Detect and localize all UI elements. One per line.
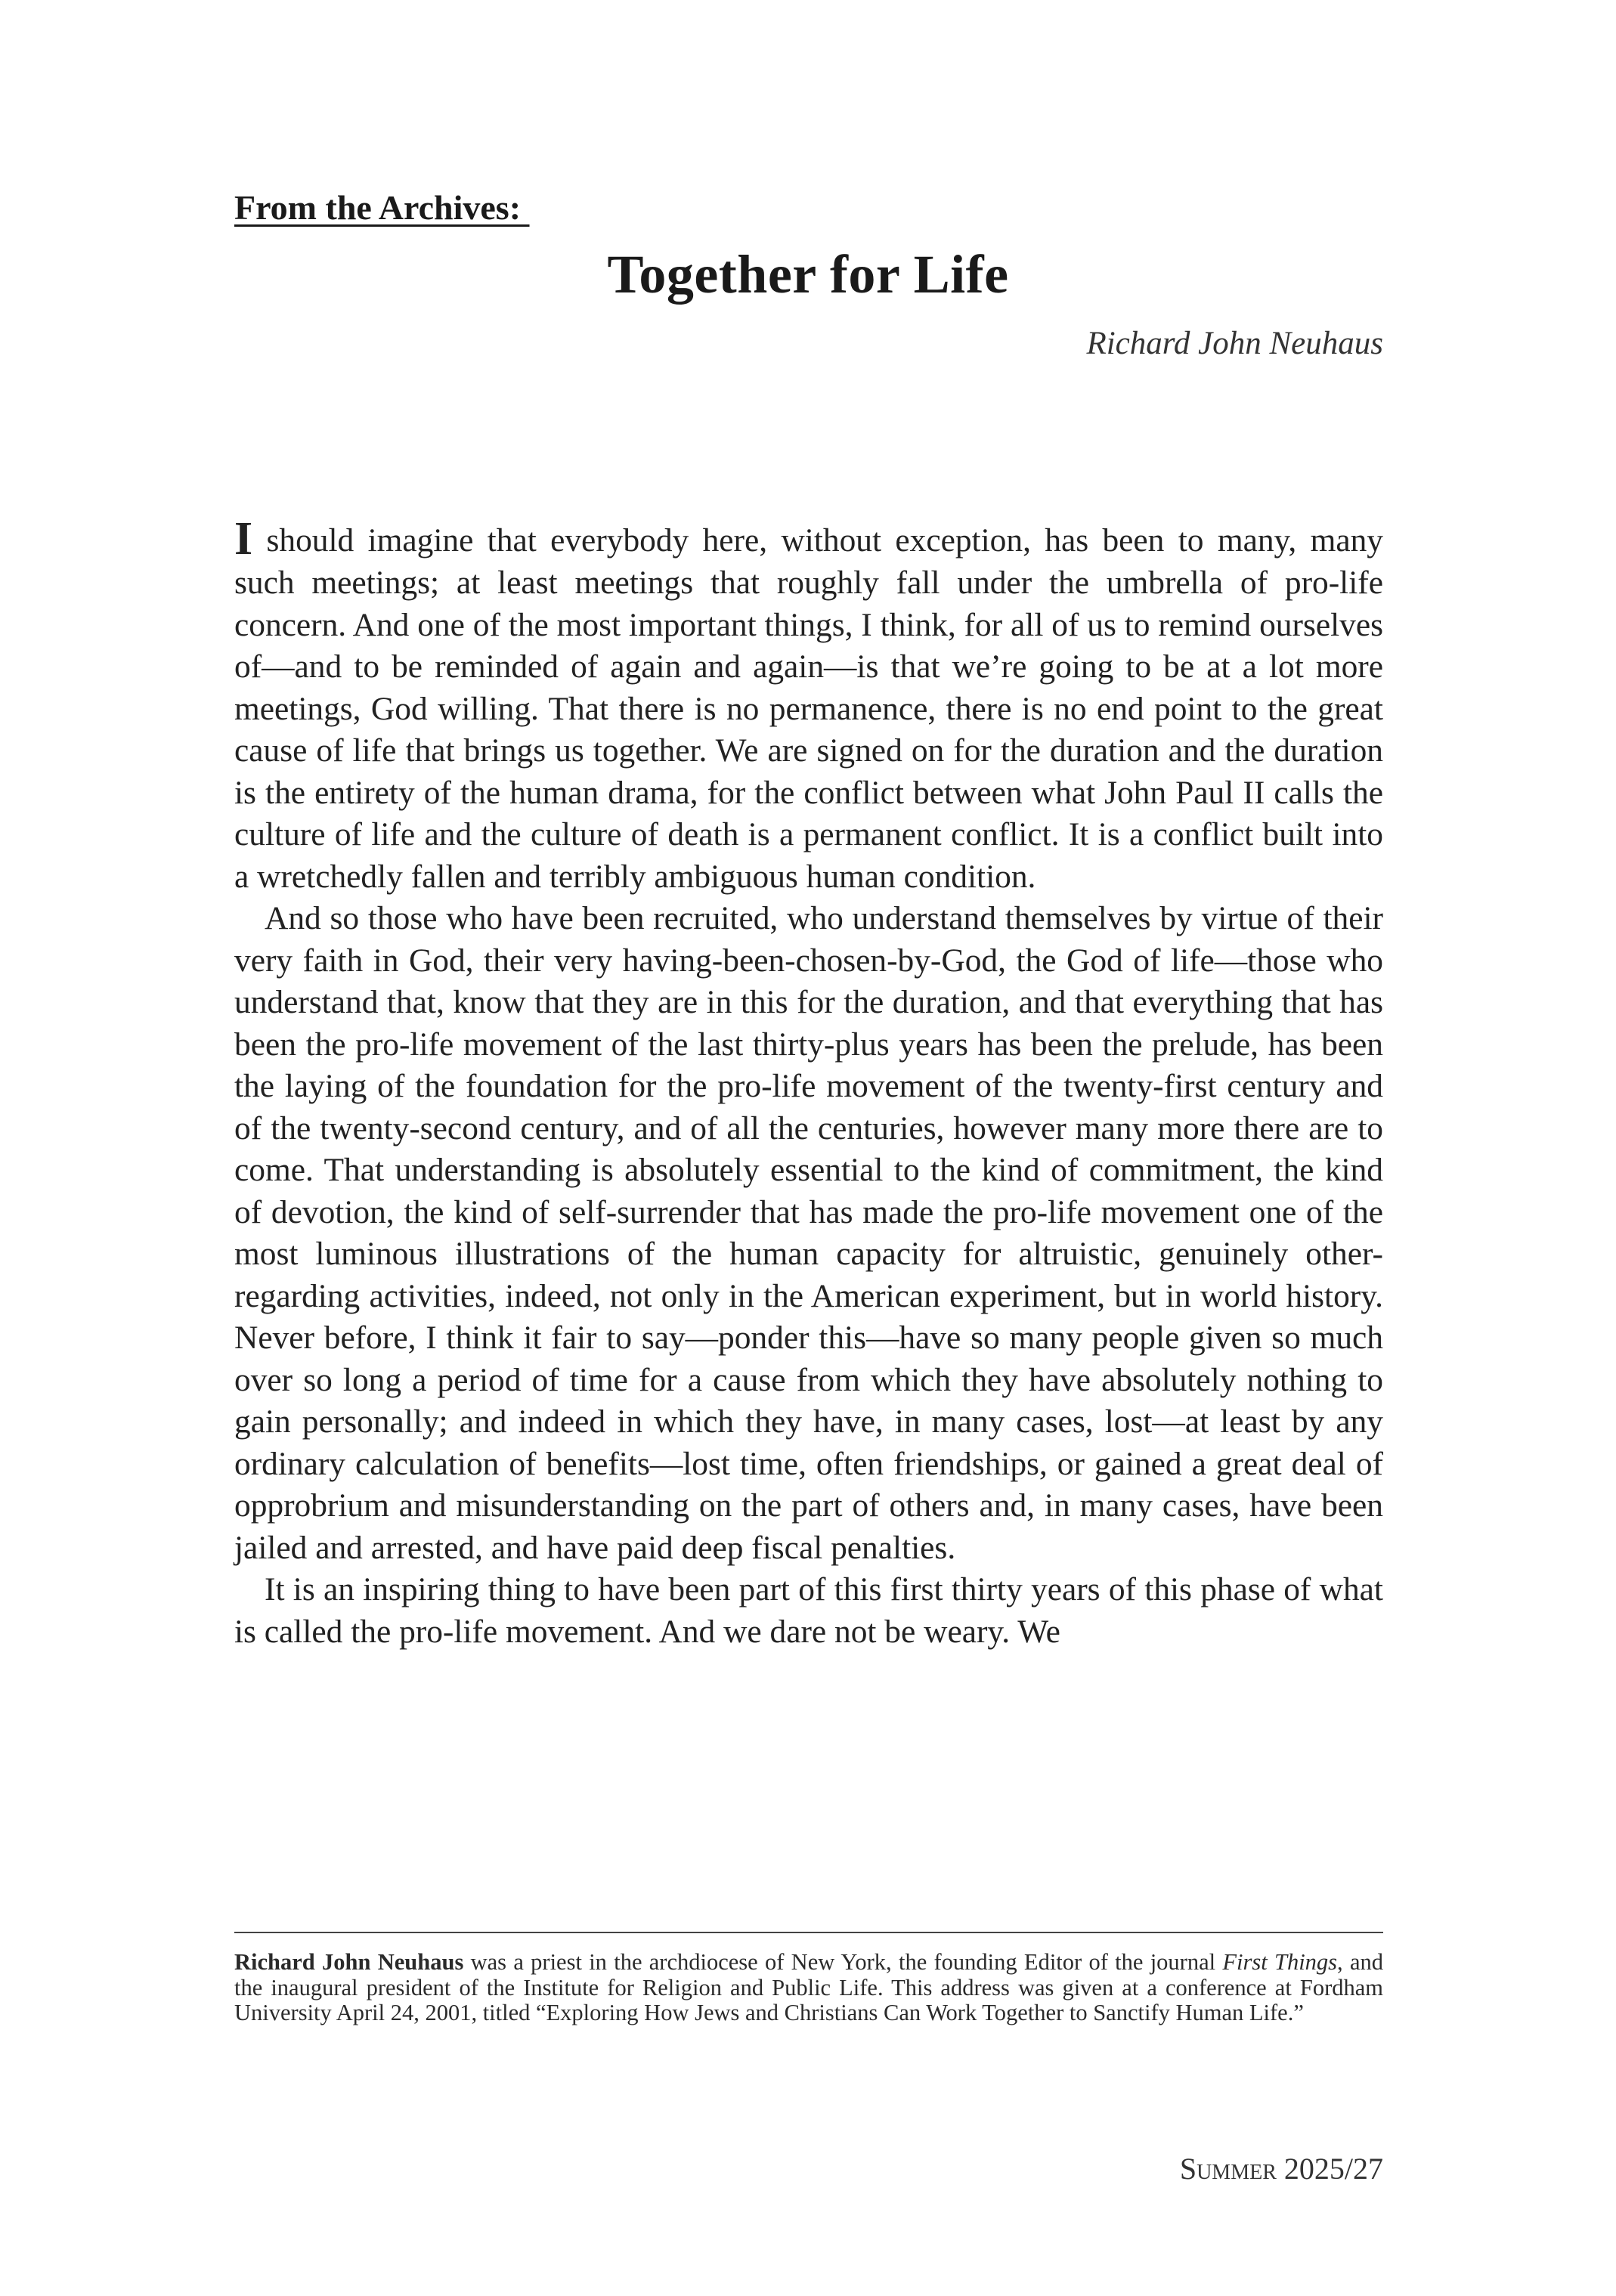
footnote-journal-title: First Things <box>1222 1949 1338 1975</box>
footnote-text-2: , and the inaugural president of the Institute for Religion and Public Life. This address was given at a conference at Fordham University April 24, 2001, titled “Exploring How Jews and Christians Can Work Together to Sanctify Human Life.” <box>234 1949 1383 2025</box>
paragraph-3: It is an inspiring thing to have been part of this first thirty years of this phase of what is called the pro-life movement. And we dare not be weary. We <box>234 1571 1383 1650</box>
paragraph-2: And so those who have been recruited, who understand themselves by virtue of their very faith in God, their very having-been-chosen-by-God, the God of life—those who understand that, know that they are in this for the duration, and that everything that has been the pro-life movement of the last thirty-plus years has been the prelude, has been the laying of the foundation for the pro-life movement of the twenty-first century and of the twenty-second century, and of all the centuries, however many more there are to come. That understanding is absolutely essential to the kind of commitment, the kind of devotion, the kind of self-surrender that has made the pro-life movement one of the most luminous illustrations of the human capacity for altruistic, genuinely other-regarding activities, indeed, not only in the American experiment, but in world history. Never before, I think it fair to say—ponder this—have so many people given so much over so long a period of time for a cause from which they have absolutely nothing to gain personally; and indeed in which they have, in many cases, lost—at least by any ordinary calculation of benefits—lost time, often friendships, or gained a great deal of opprobrium and misunderstanding on the part of others and, in many cases, have been jailed and arrested, and have paid deep fiscal penalties. <box>234 900 1383 1566</box>
article-body <box>234 515 1383 1653</box>
footnote-divider <box>234 1932 1383 1933</box>
paragraph-1 <box>234 515 1383 898</box>
footnote-author-name: Richard John Neuhaus <box>234 1949 464 1975</box>
section-kicker: From the Archives: <box>234 188 530 227</box>
article-title: Together for Life <box>607 244 1009 305</box>
footnote-text-1: was a priest in the archdiocese of New York, the founding Editor of the journal <box>463 1949 1223 1975</box>
page-folio: Summer 2025/27 <box>1179 2152 1383 2186</box>
author-footnote <box>234 1950 1383 2026</box>
author-byline: Richard John Neuhaus <box>1086 326 1383 361</box>
drop-cap: I <box>234 513 253 565</box>
paragraph-1-text: should imagine that everybody here, without exception, has been to many, many such meetings; at least meetings that roughly fall under the umbrella of pro-life concern. And one of the most important things, I think, for all of us to remind ourselves of—and to be reminded of again and again—is that we’re going to be at a lot more meetings, God willing. That there is no permanence, there is no end point to the great cause of life that brings us together. We are signed on for the duration and the duration is the entirety of the human drama, for the conflict between what John Paul II calls the culture of life and the culture of death is a permanent conflict. It is a conflict built into a wretchedly fallen and terribly ambiguous human condition. <box>234 522 1383 895</box>
